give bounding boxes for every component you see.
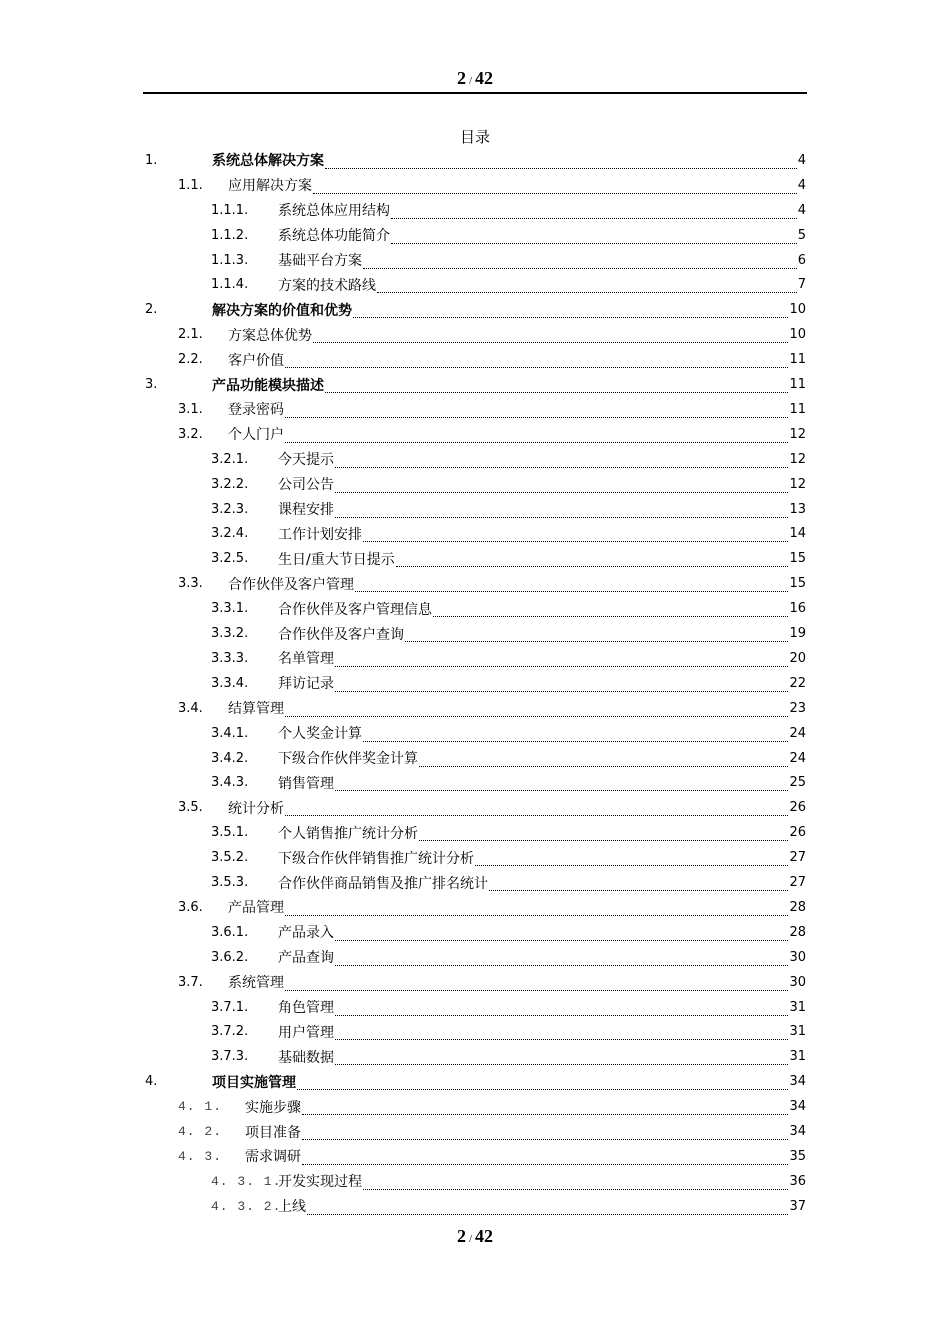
toc-entry-number: 3.5.3. [211,875,249,891]
toc-entry-page: 12 [789,476,806,492]
toc-entry-page: 34 [789,1099,806,1115]
toc-entry[interactable] [211,596,806,621]
toc-entry-title[interactable]: 合作伙伴商品销售及推广排名统计 [278,875,488,892]
toc-entry[interactable] [178,397,806,422]
toc-entry-number: 3.7.2. [211,1024,249,1040]
toc-entry[interactable] [211,621,806,646]
toc-entry[interactable] [211,472,806,497]
toc-dot-leader [285,428,788,443]
toc-entry-number: 3.2.1. [211,451,249,467]
toc-dot-leader [363,254,797,269]
toc-entry-number: 3.4. [178,700,203,716]
toc-entry-page: 11 [789,377,806,393]
toc-dot-leader [313,179,797,194]
footer-page-total: 42 [475,1226,494,1246]
toc-entry[interactable] [178,1144,806,1169]
toc-entry[interactable] [211,945,806,970]
toc-dot-leader [433,602,788,617]
footer-page-number [0,1226,950,1247]
toc-entry-number: 4. 1. [178,1099,223,1115]
toc-entry-page: 24 [789,750,806,766]
toc-entry[interactable] [178,795,806,820]
toc-entry-title[interactable]: 系统总体功能简介 [278,228,390,245]
toc-entry[interactable] [178,322,806,347]
toc-entry-page: 31 [789,1049,806,1065]
toc-dot-leader [335,478,788,493]
toc-entry-number: 3.2. [178,426,203,442]
toc-entry-title[interactable]: 工作计划安排 [278,526,362,543]
toc-entry-page: 30 [789,974,806,990]
toc-entry-title[interactable]: 下级合作伙伴销售推广统计分析 [278,850,474,867]
footer-page-separator: / [468,1233,473,1245]
toc-entry-number: 3.3.1. [211,601,249,617]
toc-entry-number: 3.6.2. [211,949,249,965]
toc-entry[interactable] [178,696,806,721]
toc-entry[interactable] [211,223,806,248]
toc-entry-number: 3.3. [178,576,203,592]
toc-dot-leader [335,652,788,667]
toc-entry-number: 3.2.2. [211,476,249,492]
toc-dot-leader [335,677,788,692]
toc-entry-number: 1.1.4. [211,277,249,293]
toc-entry-number: 3.2.4. [211,526,249,542]
toc-dot-leader [335,926,788,941]
toc-entry-title[interactable]: 基础平台方案 [278,253,362,270]
toc-entry-number: 3.5.1. [211,825,249,841]
toc-dot-leader [335,776,788,791]
header-page-current: 2 [456,68,466,88]
toc-entry-number: 1.1.1. [211,202,249,218]
toc-entry-title[interactable]: 拜访记录 [278,676,334,693]
toc-entry[interactable] [178,571,806,596]
toc-dot-leader [391,204,797,219]
toc-entry-page: 25 [789,775,806,791]
toc-entry-title[interactable]: 合作伙伴及客户查询 [278,626,404,643]
toc-entry-number: 1.1. [178,177,203,193]
toc-entry-page: 13 [789,501,806,517]
toc-entry-title[interactable]: 课程安排 [278,502,334,519]
toc-entry-title[interactable]: 合作伙伴及客户管理信息 [278,601,432,618]
toc-dot-leader [363,1175,788,1190]
toc-entry-title[interactable]: 个人销售推广统计分析 [278,825,418,842]
toc-entry-number: 3.6. [178,899,203,915]
toc-dot-leader [285,353,788,368]
toc-entry[interactable] [211,198,806,223]
toc-entry[interactable] [211,995,806,1020]
toc-entry-number: 3.7. [178,974,203,990]
toc-entry-title[interactable]: 统计分析 [228,800,284,817]
toc-entry-page: 15 [789,551,806,567]
toc-dot-leader [285,702,788,717]
toc-dot-leader [335,453,788,468]
toc-entry-page: 14 [789,526,806,542]
toc-entry[interactable] [211,920,806,945]
toc-entry-number: 3.2.3. [211,501,249,517]
toc-entry-title[interactable]: 今天提示 [278,452,334,469]
toc-dot-leader [302,1125,788,1140]
toc-entry-page: 28 [789,924,806,940]
toc-entry-title[interactable]: 登录密码 [228,402,284,419]
toc-dot-leader [353,303,788,318]
toc-entry-title[interactable]: 项目实施管理 [212,1074,296,1091]
toc-entry-title[interactable]: 系统总体应用结构 [278,203,390,220]
header-page-number [0,68,950,89]
toc-entry-page: 34 [789,1124,806,1140]
toc-entry[interactable] [211,1194,806,1219]
toc-entry-page: 4 [797,152,806,168]
toc-dot-leader [313,328,788,343]
toc-entry[interactable] [145,148,806,173]
toc-entry-title[interactable]: 客户价值 [228,352,284,369]
toc-dot-leader [489,876,788,891]
toc-entry[interactable] [145,1069,806,1094]
toc-entry-title[interactable]: 项目准备 [245,1124,301,1141]
toc-entry[interactable] [178,895,806,920]
toc-dot-leader [396,552,789,567]
toc-entry-number: 3. [145,377,158,393]
toc-entry-title[interactable]: 上线 [278,1199,306,1216]
toc-dot-leader [335,1001,788,1016]
toc-entry-title[interactable]: 生日/重大节日提示 [278,551,395,568]
toc-dot-leader [335,951,788,966]
toc-entry-page: 27 [789,875,806,891]
toc-entry[interactable] [211,771,806,796]
toc-entry-title[interactable]: 方案总体优势 [228,327,312,344]
toc-dot-leader [307,1200,788,1215]
toc-entry-page: 16 [789,601,806,617]
toc-dot-leader [405,627,788,642]
toc-entry-page: 11 [789,352,806,368]
toc-entry-title[interactable]: 实施步骤 [245,1099,301,1116]
toc-entry-number: 2.1. [178,327,203,343]
toc-entry[interactable] [211,546,806,571]
toc-entry-page: 4 [797,177,806,193]
toc-entry-page: 34 [789,1074,806,1090]
toc-entry-page: 22 [789,675,806,691]
toc-entry-number: 3.3.4. [211,675,249,691]
toc-entry[interactable] [211,248,806,273]
toc-entry[interactable] [211,746,806,771]
toc-entry[interactable] [178,1119,806,1144]
toc-entry-title[interactable]: 产品管理 [228,900,284,917]
toc-entry-title[interactable]: 系统总体解决方案 [212,153,324,170]
toc-entry-page: 15 [789,576,806,592]
toc-entry-title[interactable]: 开发实现过程 [278,1174,362,1191]
toc-dot-leader [363,727,788,742]
toc-dot-leader [363,527,788,542]
toc-entry-title[interactable]: 解决方案的价值和优势 [212,302,352,319]
toc-entry[interactable] [211,1020,806,1045]
toc-entry[interactable] [211,870,806,895]
toc-entry[interactable] [211,845,806,870]
toc-entry-page: 35 [789,1148,806,1164]
toc-dot-leader [355,577,788,592]
toc-entry[interactable] [211,447,806,472]
toc-entry[interactable] [211,1169,806,1194]
toc-entry-page: 26 [789,825,806,841]
toc-entry[interactable] [211,522,806,547]
toc-entry[interactable] [145,372,806,397]
toc-entry[interactable] [178,970,806,995]
toc-entry-number: 4. 3. 2. [211,1198,282,1214]
toc-entry-title[interactable]: 个人门户 [228,427,284,444]
toc-entry-page: 31 [789,1024,806,1040]
header-rule [143,92,807,94]
toc-entry-title[interactable]: 合作伙伴及客户管理 [228,576,354,593]
toc-dot-leader [335,1050,788,1065]
toc-entry-title[interactable]: 产品录入 [278,925,334,942]
toc-entry-page: 7 [797,277,806,293]
toc-entry-page: 12 [789,451,806,467]
toc-entry-title[interactable]: 销售管理 [278,775,334,792]
toc-entry-title[interactable]: 结算管理 [228,701,284,718]
toc-entry-page: 27 [789,850,806,866]
toc-entry-title[interactable]: 系统管理 [228,975,284,992]
toc-entry-title[interactable]: 角色管理 [278,1000,334,1017]
toc-entry-title[interactable]: 用户管理 [278,1024,334,1041]
toc-entry-number: 4. 3. 1. [211,1173,282,1189]
toc-dot-leader [419,752,788,767]
toc-dot-leader [325,154,797,169]
toc-entry-page: 23 [789,700,806,716]
toc-dot-leader [285,801,788,816]
toc-dot-leader [335,1025,788,1040]
toc-entry-number: 3.5. [178,800,203,816]
toc-entry-page: 5 [797,227,806,243]
toc-entry-title[interactable]: 产品功能模块描述 [212,377,324,394]
toc-entry-number: 3.4.3. [211,775,249,791]
toc-entry-page: 28 [789,899,806,915]
toc-entry[interactable] [211,820,806,845]
toc-dot-leader [377,278,797,293]
toc-entry-number: 4. 2. [178,1124,223,1140]
toc-dot-leader [335,503,788,518]
toc-entry-number: 3.7.1. [211,999,249,1015]
toc-entry-page: 4 [797,202,806,218]
toc-entry-title[interactable]: 应用解决方案 [228,178,312,195]
toc-entry-number: 3.3.2. [211,626,249,642]
toc-entry-number: 3.7.3. [211,1049,249,1065]
toc-entry[interactable] [211,671,806,696]
toc-entry-page: 24 [789,725,806,741]
header-page-separator: / [468,75,473,87]
toc-entry-title[interactable]: 需求调研 [245,1149,301,1166]
toc-entry-page: 31 [789,999,806,1015]
toc-entry-title[interactable]: 下级合作伙伴奖金计算 [278,751,418,768]
toc-entry-number: 4. 3. [178,1148,223,1164]
toc-entry-number: 3.4.1. [211,725,249,741]
toc-entry[interactable] [211,273,806,298]
toc-entry[interactable] [211,1044,806,1069]
toc-entry-number: 3.4.2. [211,750,249,766]
toc-entry-page: 10 [789,302,806,318]
toc-entry-number: 3.6.1. [211,924,249,940]
toc-entry-page: 12 [789,426,806,442]
toc-entry-number: 3.2.5. [211,551,249,567]
toc-title: 目录 [459,128,490,146]
toc-entry[interactable] [178,1094,806,1119]
toc-entry[interactable] [145,297,806,322]
toc-entry-number: 3.1. [178,401,203,417]
toc-entry-number: 2.2. [178,352,203,368]
toc-entry[interactable] [211,646,806,671]
toc-dot-leader [475,851,788,866]
toc-dot-leader [297,1075,788,1090]
toc-entry-page: 6 [797,252,806,268]
toc-dot-leader [285,403,788,418]
toc-entry-number: 3.3.3. [211,650,249,666]
toc-entry-title[interactable]: 方案的技术路线 [278,277,376,294]
footer-page-current: 2 [456,1226,466,1246]
toc-entry-page: 11 [789,401,806,417]
toc-dot-leader [325,378,788,393]
toc-entry-page: 19 [789,626,806,642]
toc-entry-number: 1.1.2. [211,227,249,243]
toc-entry[interactable] [178,173,806,198]
toc-entry-number: 4. [145,1074,158,1090]
toc-dot-leader [285,901,788,916]
toc-dot-leader [419,826,788,841]
toc-entry-number: 1. [145,152,158,168]
toc-entry-page: 37 [789,1198,806,1214]
toc-entry-title[interactable]: 公司公告 [278,477,334,494]
header-page-total: 42 [475,68,494,88]
toc-entry-page: 26 [789,800,806,816]
toc-entry-number: 2. [145,302,158,318]
toc-entry-page: 20 [789,650,806,666]
toc-entry[interactable] [178,422,806,447]
toc-dot-leader [302,1150,788,1165]
toc-entry-number: 1.1.3. [211,252,249,268]
toc-entry-title[interactable]: 产品查询 [278,950,334,967]
toc-entry-page: 36 [789,1173,806,1189]
toc-entry-title[interactable]: 名单管理 [278,651,334,668]
toc-dot-leader [285,976,788,991]
toc-entry[interactable] [178,347,806,372]
toc-entry-title[interactable]: 基础数据 [278,1049,334,1066]
toc-entry-page: 30 [789,949,806,965]
toc-entry[interactable] [211,497,806,522]
toc-entry-title[interactable]: 个人奖金计算 [278,726,362,743]
toc-entry[interactable] [211,721,806,746]
toc-entry-number: 3.5.2. [211,850,249,866]
toc-entry-page: 10 [789,327,806,343]
toc-dot-leader [302,1100,788,1115]
toc-dot-leader [391,229,797,244]
